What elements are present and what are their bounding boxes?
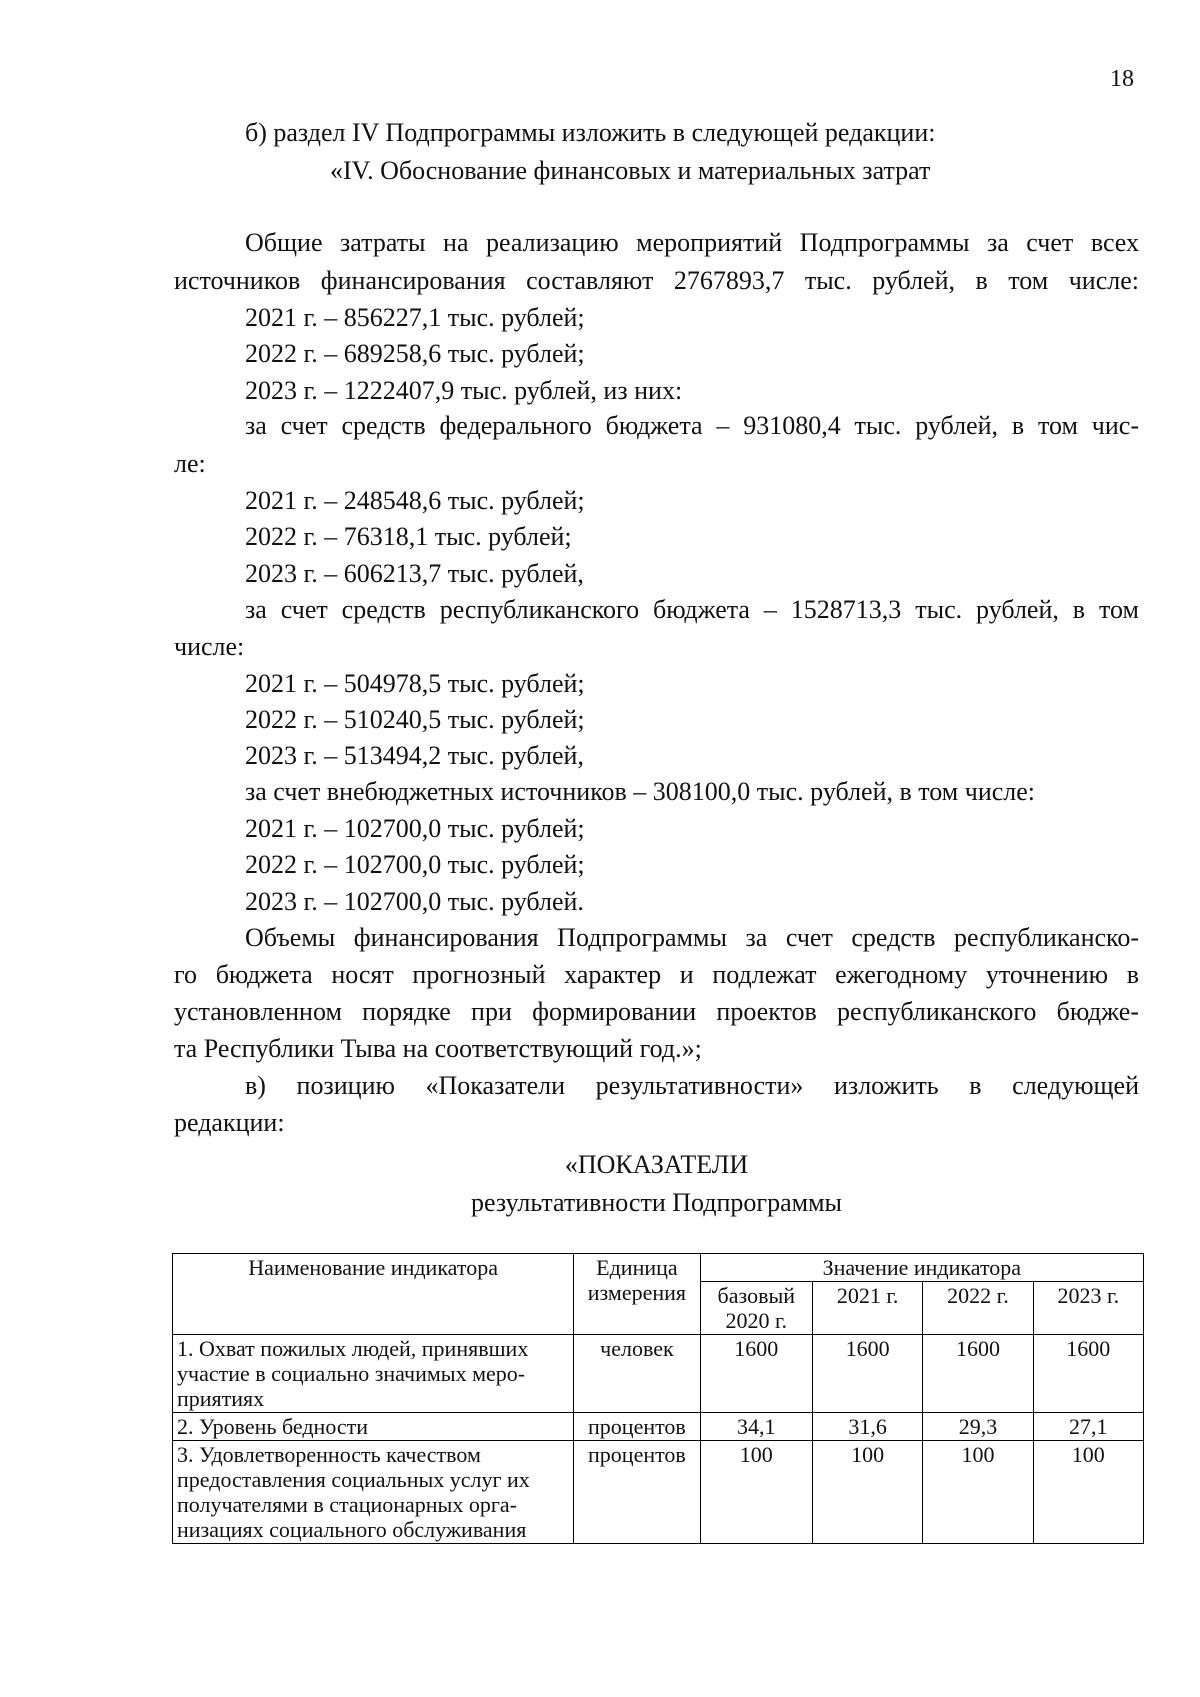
total-paragraph-line-1: Общие затраты на реализацию мероприятий Подпрограммы за счет всех (245, 228, 1139, 257)
row-2023-value: 1600 (1033, 1335, 1143, 1413)
header-2022: 2022 г. (923, 1282, 1033, 1335)
volumes-paragraph-line-1: Объемы финансирования Подпрограммы за счет средств республиканско- (245, 923, 1139, 952)
row-2022-value: 1600 (923, 1335, 1033, 1413)
republican-line-1: за счет средств республиканского бюджета – 1528713,3 тыс. рублей, в том (245, 595, 1139, 624)
federal-year-2021: 2021 г. – 248548,6 тыс. рублей; (245, 486, 585, 515)
name-line: низациях социального обслуживания (177, 1517, 527, 1542)
federal-line-2: ле: (174, 449, 206, 478)
volumes-paragraph-line-4: та Республики Тыва на соответствующий год.»; (174, 1034, 702, 1063)
federal-year-2022: 2022 г. – 76318,1 тыс. рублей; (245, 522, 572, 551)
row-2021-value: 31,6 (812, 1413, 922, 1441)
header-unit-line-2: измерения (587, 1280, 687, 1305)
total-year-2023: 2023 г. – 1222407,9 тыс. рублей, из них: (245, 376, 683, 405)
header-2021: 2021 г. (812, 1282, 922, 1335)
federal-year-2023: 2023 г. – 606213,7 тыс. рублей, (245, 559, 584, 588)
item-v-line-2: редакции: (174, 1108, 285, 1137)
indicators-subtitle: результативности Подпрограммы (470, 1188, 842, 1217)
federal-line-1: за счет средств федерального бюджета – 931080,4 тыс. рублей, в том чис- (245, 411, 1139, 440)
item-b-line: б) раздел IV Подпрограммы изложить в следующей редакции: (245, 118, 936, 147)
item-v-line-1: в) позицию «Показатели результативности» изложить в следующей (245, 1071, 1139, 1100)
extrabudgetary-line-1: за счет внебюджетных источников – 308100,0 тыс. рублей, в том числе: (245, 777, 1036, 806)
header-unit-line-1: Единица (596, 1255, 678, 1280)
section-title: «IV. Обоснование финансовых и материальных затрат (330, 156, 931, 185)
total-paragraph-line-2: источников финансирования составляют 2767893,7 тыс. рублей, в том числе: (174, 266, 1139, 295)
republican-year-2021: 2021 г. – 504978,5 тыс. рублей; (245, 669, 585, 698)
row-indicator-name (173, 1413, 574, 1441)
name-line: получателями в стационарных орга- (177, 1492, 517, 1517)
row-unit: человек (574, 1335, 700, 1413)
row-indicator-name (173, 1335, 574, 1413)
name-line: 2. Уровень бедности (177, 1414, 369, 1439)
table-row (173, 1441, 1144, 1544)
name-line: предоставления социальных услуг их (177, 1467, 530, 1492)
header-2023: 2023 г. (1033, 1282, 1143, 1335)
extrabudgetary-year-2021: 2021 г. – 102700,0 тыс. рублей; (245, 814, 585, 843)
row-2023-value: 100 (1033, 1441, 1143, 1544)
name-line: участие в социально значимых меро- (177, 1361, 526, 1386)
extrabudgetary-year-2023: 2023 г. – 102700,0 тыс. рублей. (245, 887, 584, 916)
name-line: 3. Удовлетворенность качеством (177, 1442, 481, 1467)
header-value-group: Значение индикатора (700, 1254, 1143, 1282)
republican-year-2023: 2023 г. – 513494,2 тыс. рублей, (245, 741, 584, 770)
row-2022-value: 29,3 (923, 1413, 1033, 1441)
header-base-line-1: базовый (717, 1283, 796, 1308)
name-line: приятиях (177, 1386, 265, 1411)
row-indicator-name (173, 1441, 574, 1544)
row-2021-value: 100 (812, 1441, 922, 1544)
header-base-line-2: 2020 г. (725, 1308, 788, 1333)
row-base-value: 100 (700, 1441, 812, 1544)
header-indicator-name: Наименование индикатора (173, 1254, 574, 1335)
page-number: 18 (1110, 66, 1134, 92)
header-unit (574, 1254, 700, 1335)
row-2022-value: 100 (923, 1441, 1033, 1544)
extrabudgetary-year-2022: 2022 г. – 102700,0 тыс. рублей; (245, 850, 585, 879)
indicators-table (172, 1253, 1144, 1544)
row-2023-value: 27,1 (1033, 1413, 1143, 1441)
volumes-paragraph-line-2: го бюджета носят прогнозный характер и подлежат ежегодному уточнению в (174, 960, 1139, 989)
republican-year-2022: 2022 г. – 510240,5 тыс. рублей; (245, 705, 585, 734)
volumes-paragraph-line-3: установленном порядке при формировании проектов республиканского бюдже- (174, 997, 1139, 1026)
row-unit: процентов (574, 1413, 700, 1441)
row-unit: процентов (574, 1441, 700, 1544)
table-row (173, 1335, 1144, 1413)
total-year-2021: 2021 г. – 856227,1 тыс. рублей; (245, 303, 585, 332)
total-year-2022: 2022 г. – 689258,6 тыс. рублей; (245, 339, 585, 368)
republican-line-2: числе: (174, 632, 245, 661)
row-2021-value: 1600 (812, 1335, 922, 1413)
header-base (700, 1282, 812, 1335)
table-header-row (173, 1254, 1144, 1282)
indicators-title: «ПОКАЗАТЕЛИ (564, 1150, 749, 1179)
table-row (173, 1413, 1144, 1441)
name-line: 1. Охват пожилых людей, принявших (177, 1336, 529, 1361)
row-base-value: 34,1 (700, 1413, 812, 1441)
row-base-value: 1600 (700, 1335, 812, 1413)
